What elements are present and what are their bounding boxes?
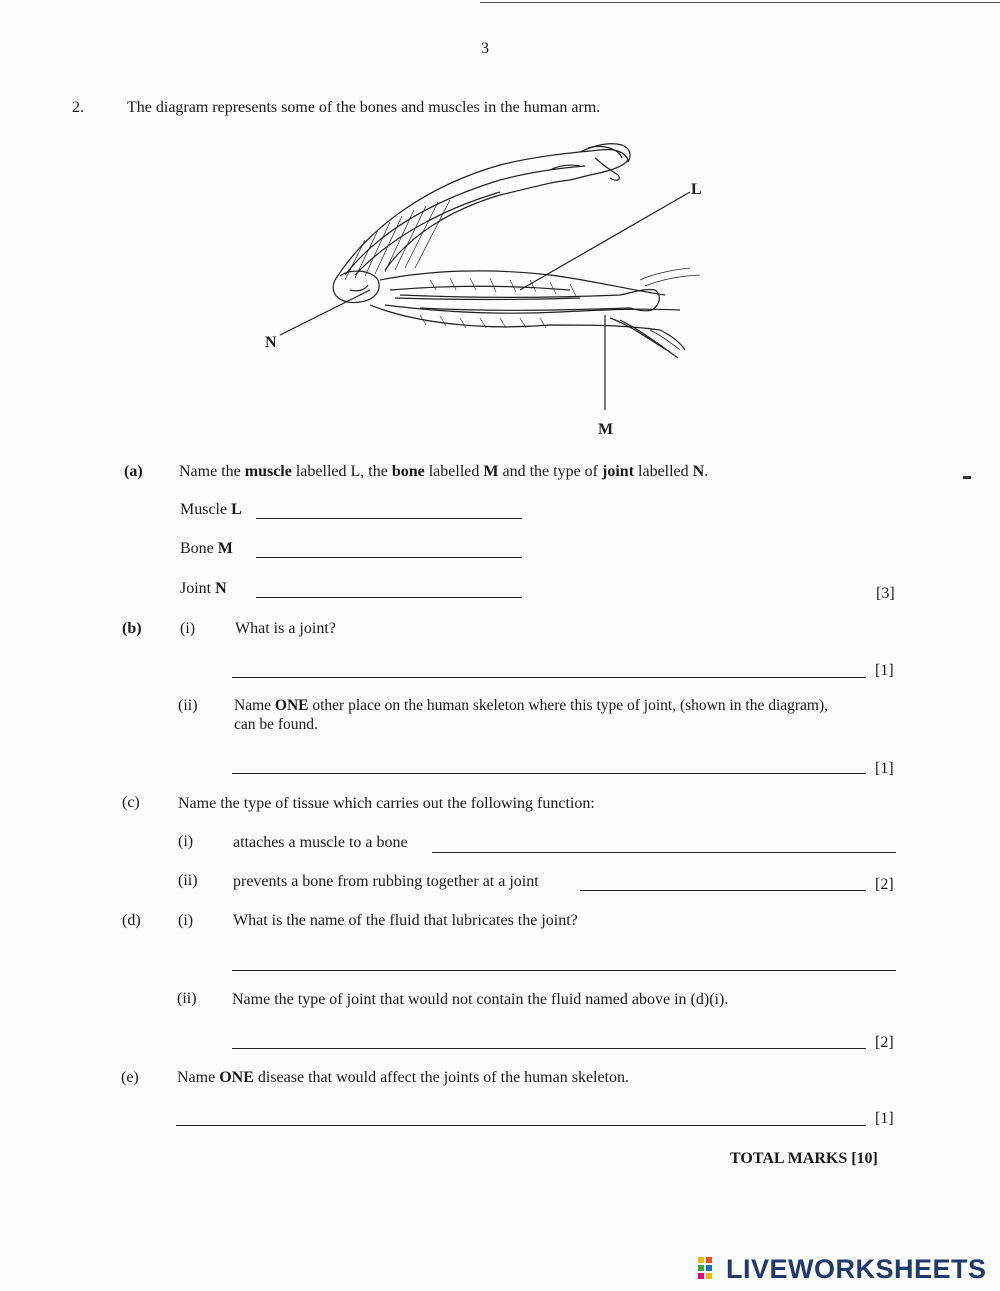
- part-d-ii-text: Name the type of joint that would not contain the fluid named above in (d)(i).: [232, 991, 729, 1008]
- part-c-ii-answer[interactable]: [580, 870, 866, 891]
- label-l: L: [691, 181, 702, 198]
- part-c-ii-num: (ii): [178, 872, 198, 889]
- label-line-l: [520, 192, 690, 290]
- part-d-i-answer[interactable]: [232, 950, 896, 971]
- part-d-ii-num: (ii): [177, 990, 197, 1007]
- total-marks: TOTAL MARKS [10]: [730, 1150, 878, 1167]
- part-d-ii-answer[interactable]: [232, 1028, 866, 1049]
- part-b-ii-text: Name ONE other place on the human skeleton where this type of joint, (shown in the diagram),: [234, 697, 829, 714]
- liveworksheets-logo-text: LIVEWORKSHEETS: [726, 1254, 987, 1284]
- part-e-text: Name ONE disease that would affect the joints of the human skeleton.: [177, 1069, 630, 1086]
- part-b-i-answer[interactable]: [232, 657, 866, 678]
- part-a-letter: (a): [124, 463, 143, 480]
- part-d-letter: (d): [122, 912, 141, 929]
- part-c-i-num: (i): [178, 833, 194, 850]
- part-b-i-text: What is a joint?: [235, 620, 336, 637]
- part-a-marks: [3]: [876, 585, 895, 602]
- part-b-ii-text-cont: can be found.: [234, 716, 318, 733]
- biceps-outline: [380, 271, 665, 295]
- muscle-l-label: Muscle L: [180, 501, 242, 518]
- label-line-n: [280, 290, 370, 335]
- part-e-answer[interactable]: [176, 1105, 866, 1126]
- arm-diagram: [250, 130, 720, 450]
- part-c-marks: [2]: [875, 876, 894, 893]
- part-c-letter: (c): [122, 794, 140, 811]
- page-number: 3: [481, 40, 489, 57]
- part-b-ii-num: (ii): [178, 697, 198, 714]
- page-top-rule: [480, 2, 1000, 3]
- question-intro: The diagram represents some of the bones and muscles in the human arm.: [127, 99, 601, 116]
- forearm-outline: [335, 149, 628, 280]
- part-b-i-num: (i): [180, 620, 196, 637]
- part-c-i-answer[interactable]: [432, 832, 896, 853]
- part-e-letter: (e): [121, 1069, 139, 1086]
- liveworksheets-logo[interactable]: [698, 1254, 987, 1285]
- label-m: M: [598, 421, 614, 438]
- bone-m-label: Bone M: [180, 540, 233, 557]
- label-n: N: [265, 334, 277, 351]
- part-b-i-marks: [1]: [875, 662, 894, 679]
- part-d-i-num: (i): [178, 912, 194, 929]
- part-e-marks: [1]: [875, 1110, 894, 1127]
- part-d-i-text: What is the name of the fluid that lubricates the joint?: [233, 912, 578, 929]
- triceps-outline: [370, 305, 685, 350]
- part-a-text: Name the muscle labelled L, the bone labelled M and the type of joint labelled N.: [179, 463, 709, 480]
- liveworksheets-logo-icon: [698, 1257, 720, 1283]
- part-c-i-text: attaches a muscle to a bone: [233, 834, 408, 851]
- scan-mark: [963, 476, 971, 479]
- part-c-text: Name the type of tissue which carries out the following function:: [178, 795, 595, 812]
- part-b-letter: (b): [122, 620, 142, 637]
- part-b-ii-answer[interactable]: [232, 753, 866, 774]
- joint-n-label: Joint N: [180, 580, 227, 597]
- part-d-marks: [2]: [875, 1034, 894, 1051]
- joint-n-answer[interactable]: [256, 577, 522, 598]
- part-c-ii-text: prevents a bone from rubbing together at a joint: [233, 873, 539, 890]
- bone-m-answer[interactable]: [256, 537, 522, 558]
- question-number: 2.: [72, 99, 84, 116]
- part-b-ii-marks: [1]: [875, 760, 894, 777]
- humerus-outline: [400, 289, 659, 310]
- muscle-l-answer[interactable]: [256, 498, 522, 519]
